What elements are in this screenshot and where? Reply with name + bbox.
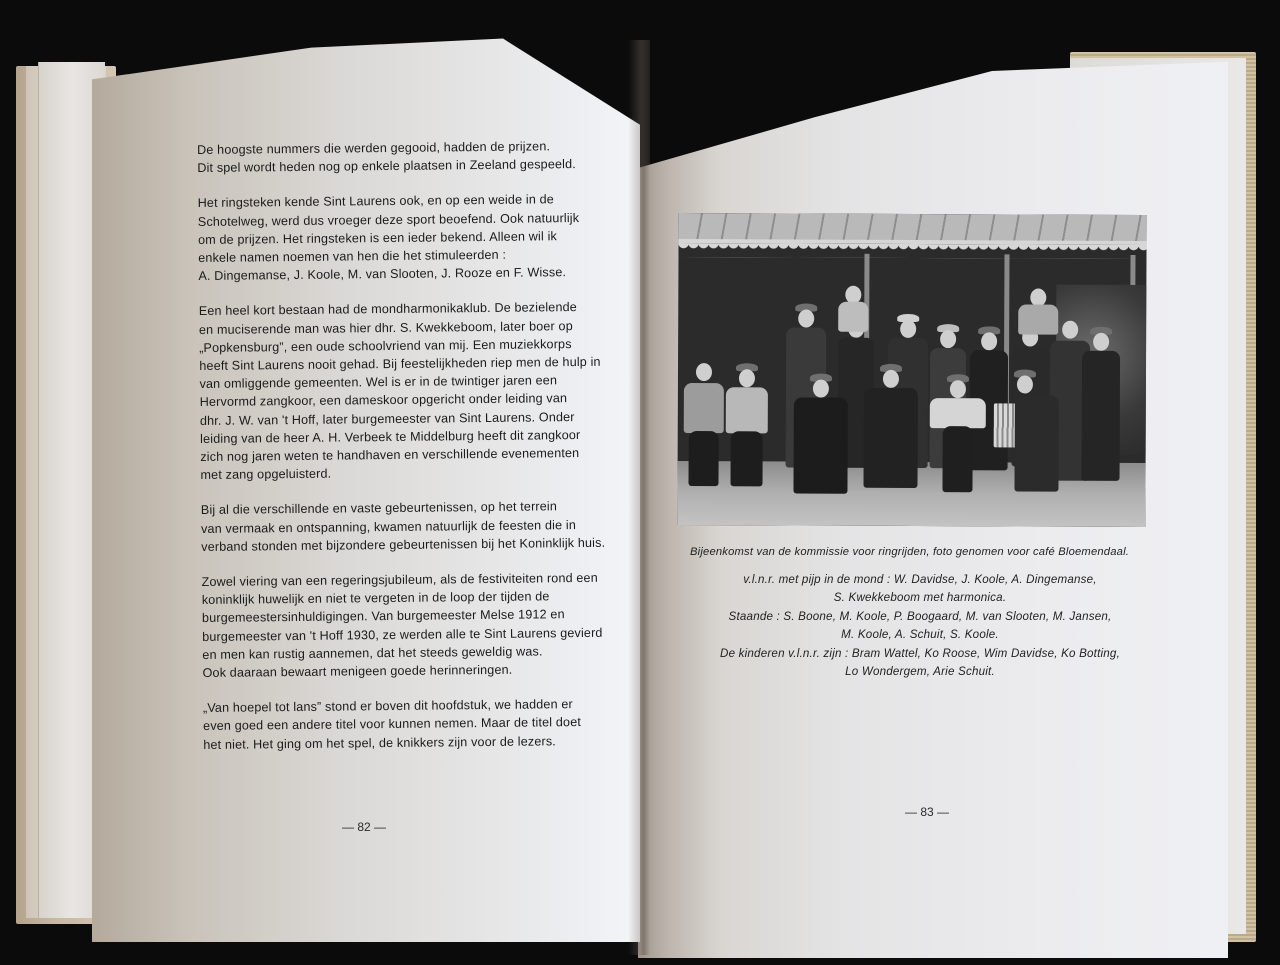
text-line: Dit spel wordt heden nog op enkele plaatsen in Zeeland gespeeld. xyxy=(197,157,576,176)
text-line: heeft Sint Laurens nooit gehad. Bij feestelijkheden riep men de hulp in xyxy=(199,354,601,374)
caption-title: Bijeenkomst van de kommissie voor ringrijden, foto genomen voor café Bloemendaal. xyxy=(690,546,1130,558)
text-line: „Van hoepel tot lans” stond er boven dit hoofdstuk, we hadden er xyxy=(202,697,573,716)
text-line: om de prijzen. Het ringsteken is een ieder bekend. Alleen wil ik xyxy=(197,229,558,247)
caption-line: Lo Wondergem, Arie Schuit. xyxy=(845,665,995,678)
text-line: en muciserende man was hier dhr. S. Kwekkeboom, later boer op xyxy=(198,318,573,337)
text-line: het niet. Het ging om het spel, de knikkers zijn voor de lezers. xyxy=(203,733,556,752)
caption-line: Staande : S. Boone, M. Koole, P. Boogaard, M. van Slooten, M. Jansen, xyxy=(728,610,1112,623)
page-number-left: — 82 — xyxy=(342,820,387,834)
paragraph xyxy=(198,190,599,285)
photo-caption xyxy=(690,543,1150,682)
caption-group-pipe xyxy=(690,571,1150,607)
child xyxy=(725,363,768,493)
text-line: zich nog jaren weten te handhaven en verschillende evenementen xyxy=(200,446,580,465)
seated-man xyxy=(929,374,986,494)
text-line: burgemeestersinhuldigingen. Van burgemeester Melse 1912 en xyxy=(201,607,565,626)
page-number-right: — 83 — xyxy=(905,805,950,819)
paragraph xyxy=(203,695,604,754)
text-line: Hervormd zangkoor, een dameskoor opgericht onder leiding van xyxy=(199,391,568,410)
text-line: enkele namen noemen van hen die het stimuleerden : xyxy=(198,247,507,266)
text-line: burgemeester van 't Hoff 1930, ze werden alle te Sint Laurens gevierd xyxy=(202,625,603,644)
text-line: van vermaak en ontspanning, kwamen natuurlijk de feesten die in xyxy=(200,517,577,536)
text-line: Ook daaraan bewaart menigeen goede herinneringen. xyxy=(202,662,513,681)
text-line: van omliggende gemeenten. Wel is er in de twintiger jaren een xyxy=(199,373,558,392)
paragraph xyxy=(197,137,597,178)
child xyxy=(838,284,868,334)
text-line: Zowel viering van een regeringsjubileum, als de festiviteiten rond een xyxy=(201,570,598,590)
veranda-valance xyxy=(678,243,1146,259)
child xyxy=(683,363,724,493)
book-spine-gutter xyxy=(628,40,650,955)
text-line: leiding van de heer A. H. Verbeek te Middelburg heeft dit zangkoor xyxy=(200,427,581,446)
text-line: A. Dingemanse, J. Koole, M. van Slooten, J. Rooze en F. Wisse. xyxy=(198,265,567,284)
seated-man xyxy=(863,364,918,494)
caption-line: De kinderen v.l.n.r. zijn : Bram Wattel, Ko Roose, Wim Davidse, Ko Botting, xyxy=(720,647,1120,660)
person xyxy=(1081,327,1120,487)
text-line: koninklijk huwelijk en niet te vergeten in de loop der tijden de xyxy=(201,589,550,608)
text-line: en men kan rustig aannemen, dat het steeds geweldig was. xyxy=(202,644,543,662)
caption-line: v.l.n.r. met pijp in de mond : W. Davidse, J. Koole, A. Dingemanse, xyxy=(743,573,1097,586)
text-line: even goed een andere titel voor kunnen nemen. Maar de titel doet xyxy=(203,715,582,734)
text-line: Bij al die verschillende en vaste gebeurtenissen, op het terrein xyxy=(200,499,558,518)
text-line: De hoogste nummers die werden gegooid, hadden de prijzen. xyxy=(197,139,551,157)
caption-group-children xyxy=(690,645,1150,681)
paragraph xyxy=(202,569,603,682)
caption-line: S. Kwekkeboom met harmonica. xyxy=(833,591,1007,604)
text-line: Schotelweg, werd dus vroeger deze sport beoefend. Ook natuurlijk xyxy=(197,210,580,229)
text-line: Een heel kort bestaan had de mondharmonikaklub. De bezielende xyxy=(198,300,577,319)
group-photograph xyxy=(677,213,1146,527)
seated-man-with-harmonica xyxy=(989,369,1060,494)
seated-man xyxy=(793,373,848,493)
caption-group-standing xyxy=(690,608,1150,644)
text-line: „Popkensburg”, een oude schoolvriend van mij. Een muziekkorps xyxy=(199,336,572,355)
text-line: met zang opgeluisterd. xyxy=(200,466,332,483)
left-page-body xyxy=(197,137,604,771)
child xyxy=(1018,286,1058,336)
paragraph xyxy=(199,298,601,484)
paragraph xyxy=(200,497,606,556)
text-line: dhr. J. W. van 't Hoff, later burgemeester van Sint Laurens. Onder xyxy=(199,409,575,428)
text-line: verband stonden met bijzondere gebeurtenissen bij het Koninklijk huis. xyxy=(201,535,606,554)
text-line: Het ringsteken kende Sint Laurens ook, en op een weide in de xyxy=(197,192,554,211)
caption-line: M. Koole, A. Schuit, S. Koole. xyxy=(841,628,999,641)
